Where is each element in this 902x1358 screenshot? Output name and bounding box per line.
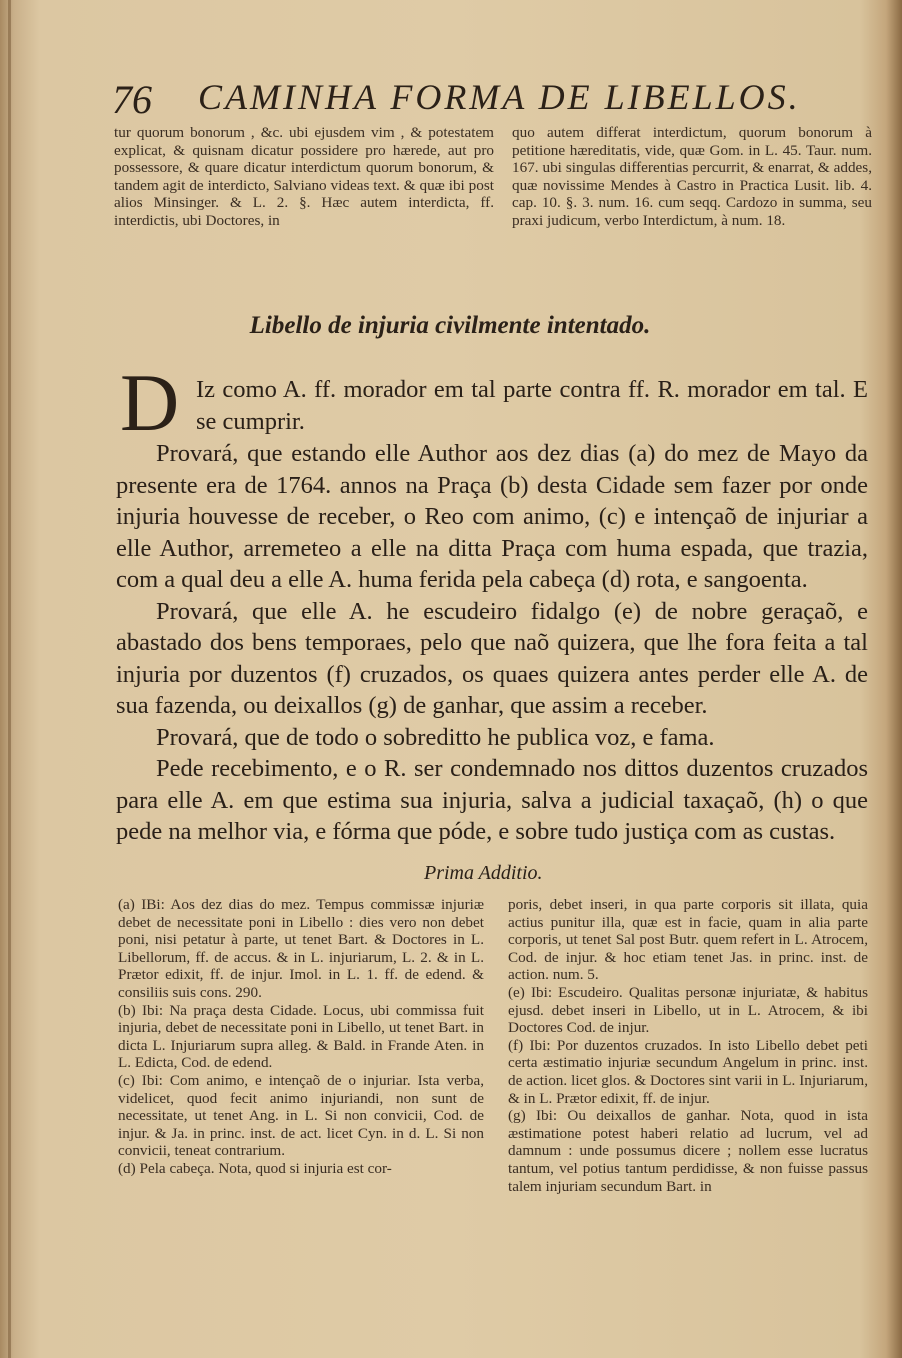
libel-body (116, 438, 868, 848)
footnote: (b) Ibi: Na praça desta Cidade. Locus, ubi commissa fuit injuria, debet de necessitate poni in Libello, ut tenet Bart. in dicta L. Injuriarum supra alleg. & Bald. in Frande Aten. in L. Edicta, Cod. de edend. (118, 1001, 484, 1072)
libel-paragraph: Provará, que de todo o sobreditto he publica voz, e fama. (156, 723, 715, 751)
section-heading: Libello de injuria civilmente intentado. (249, 312, 651, 339)
libel-opening-line: Iz como A. ff. morador em tal parte contra ff. R. morador em tal. E se cumprir. (196, 376, 868, 435)
drop-cap: D (120, 357, 180, 448)
addition-heading: Prima Additio. (424, 862, 543, 884)
footnote: (c) Ibi: Com animo, e intençaõ de o injuriar. Ista verba, videlicet, quod fecit animo injuriandi, non sunt de necessitate, ut tenet Ang. in L. Si non convicii, Cod. de injur. & Ja. in princ. inst. de act. licet Cyn. in d. L. Si non convicii, teneat contrarium. (118, 1071, 484, 1160)
footnote: poris, debet inseri, in qua parte corporis sit illata, quia actius punitur illa, quæ est in facie, quam in alia parte corporis, ut tenet Sal post Butr. quem refert in L. Atrocem, Cod. de injur. & hoc etiam tenet Jas. in princ. inst. de action. num. 5. (508, 896, 868, 984)
page-number: 76 (112, 77, 152, 122)
footnote: (d) Pela cabeça. Nota, quod si injuria est cor- (118, 1159, 392, 1177)
footnote: (f) Ibi: Por duzentos cruzados. In isto Libello debet peti certa æstimatio injuriæ secundum Angelum in princ. inst. de action. licet glos. & Doctores sint varii in L. Injuriarum, & in L. Prætor edixit, ff. de injur. (508, 1036, 868, 1107)
footnotes-left-column (118, 896, 484, 1178)
top-note-right: quo autem differat interdictum, quorum bonorum à petitione hæreditatis, vide, quæ Gom. in L. 45. Taur. num. 167. ubi singulas differentias percurrit, & enarrat, & addes, quæ novissime Mendes à Castro in Practica Lusit. lib. 4. cap. 10. §. 3. num. 16. cum seqq. Cardozo in summa, seu praxi judicum, verbo Interdictum, à num. 18. (512, 124, 872, 229)
binding-gutter (8, 0, 11, 1358)
footnote: (a) IBi: Aos dez dias do mez. Tempus commissæ injuriæ debet de necessitate poni in Libello : dies vero non debet poni, nisi petatur à parte, ut tenet Bart. & Doctores in L. Libellorum, ff. de accus. & in L. injuriarum, L. 2. & in L. Prætor edixit, ff. de injur. Imol. in L. 1. ff. de edend. & consiliis suis cons. 290. (118, 896, 484, 1001)
libel-paragraph: Pede recebimento, e o R. ser condemnado nos dittos duzentos cruzados para elle A. em que estima sua injuria, salva a judicial taxaçaõ, (h) o que pede na melhor via, e fórma que póde, e sobre tudo justiça com as custas. (116, 755, 868, 845)
libel-paragraph: Provará, que estando elle Author aos dez dias (a) do mez de Mayo da presente era de 1764. annos na Praça (b) desta Cidade sem fazer por onde injuria houvesse de receber, o Reo com animo, (c) e intençaõ de injuriar a elle Author, arremeteo a elle na ditta Praça com huma espada, que trazia, com a qual deu a elle A. huma ferida pela cabeça (d) rota, e sangoenta. (116, 440, 868, 593)
footnote: (e) Ibi: Escudeiro. Qualitas personæ injuriatæ, & habitus ejusd. debet inseri in Libello, ut in L. Atrocem, & ibi Doctores Cod. de injur. (508, 983, 868, 1037)
top-note-left: tur quorum bonorum , &c. ubi ejusdem vim , & potestatem explicat, & quisnam dicatur possidere pro hærede, aut pro possessore, & quare dicatur interdictum quorum bonorum, & tandem agit de interdicto, Salviano videas text. & quæ ibi post alios Minsinger. & L. 2. §. Hæc autem interdicta, ff. interdictis, ubi Doctores, in (114, 124, 494, 229)
running-title: CAMINHA FORMA DE LIBELLOS. (198, 77, 801, 117)
footnotes-right-column (508, 896, 868, 1195)
libel-paragraph: Provará, que elle A. he escudeiro fidalgo (e) de nobre geraçaõ, e abastado dos bens temporaes, pelo que naõ quizera, que lhe fora feita a tal injuria por duzentos (f) cruzados, os quaes quizera antes perder elle A. de sua fazenda, ou deixallos (g) de ganhar, que assim a receber. (116, 597, 868, 719)
footnote: (g) Ibi: Ou deixallos de ganhar. Nota, quod in ista æstimatione potest haberi relatio ad lucrum, vel ad damnum : unde possumus dicere ; nollem esse lucratus tantum, vel potius tantum perdidisse, & non fuisse passus talem injuriam secundum Bart. in (508, 1107, 868, 1195)
